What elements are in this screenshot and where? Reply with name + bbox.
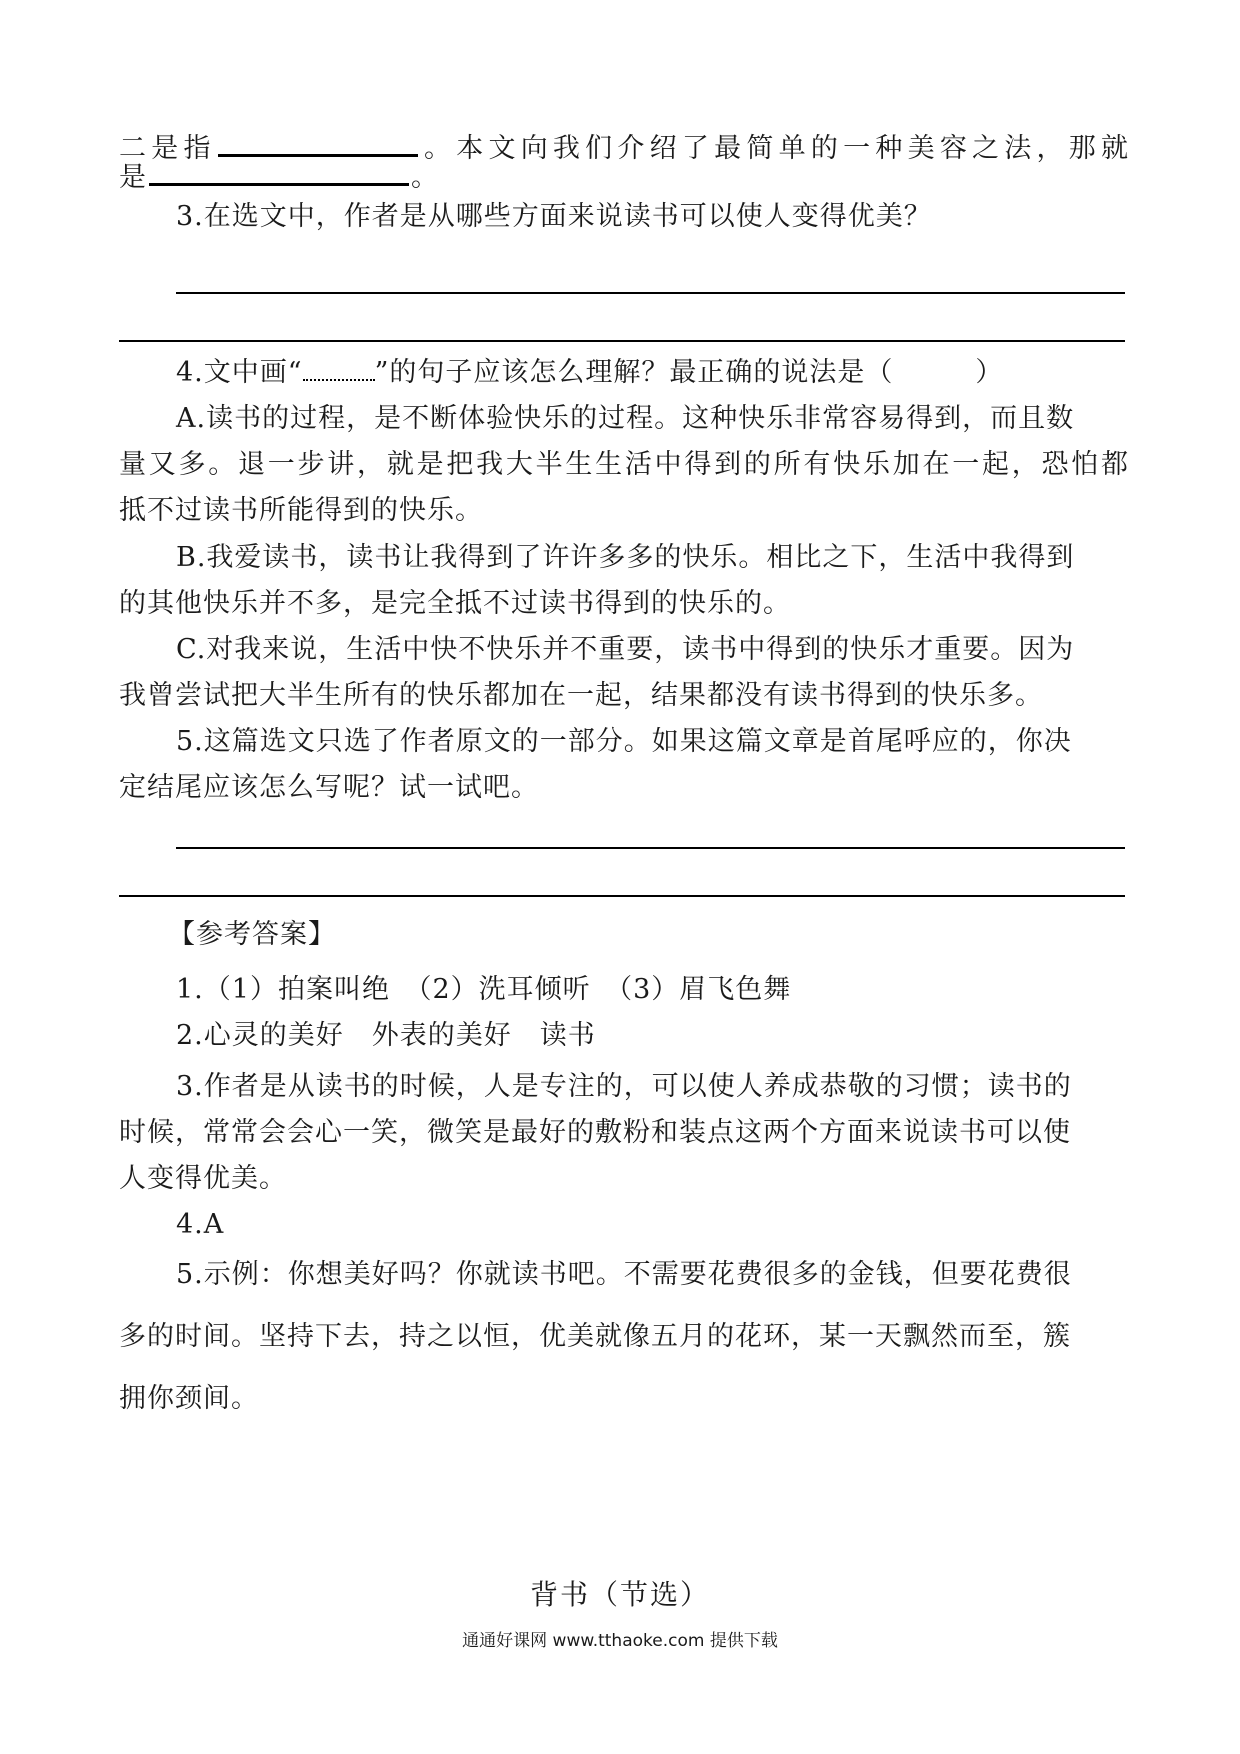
answer-line[interactable] xyxy=(119,895,1125,897)
q2-line2-pre: 是 xyxy=(119,162,147,193)
q4-stem-pre: 4.文中画“ xyxy=(176,357,303,388)
answer-5-line-1: 5.示例：你想美好吗？你就读书吧。不需要花费很多的金钱，但要花费很 xyxy=(176,1259,1072,1290)
q5-line-2: 定结尾应该怎么写呢？试一试吧。 xyxy=(119,772,539,803)
q2-line1-post: 。本文向我们介绍了最简单的一种美容之法，那就 xyxy=(419,133,1130,164)
q4-stem-post: ”的句子应该怎么理解？最正确的说法是（ xyxy=(374,357,894,388)
answer-1: 1.（1）拍案叫绝 （2）洗耳倾听 （3）眉飞色舞 xyxy=(176,974,792,1005)
q4-stem xyxy=(176,356,1003,390)
answer-blank[interactable] xyxy=(218,128,418,157)
q4-option-a-line-2: 量又多。退一步讲，就是把我大半生生活中得到的所有快乐加在一起，恐怕都 xyxy=(119,449,1129,480)
answer-line[interactable] xyxy=(176,292,1125,294)
answer-line[interactable] xyxy=(176,847,1125,849)
answers-heading: 【参考答案】 xyxy=(168,919,336,950)
page-footer: 通通好课网 www.tthaoke.com 提供下载 xyxy=(462,1631,778,1651)
q4-option-b-line-1: B.我爱读书，读书让我得到了许许多多的快乐。相比之下，生活中我得到 xyxy=(176,542,1075,573)
answer-line[interactable] xyxy=(119,340,1125,342)
q2-line1-pre: 二是指 xyxy=(119,133,216,164)
q4-option-c-line-2: 我曾尝试把大半生所有的快乐都加在一起，结果都没有读书得到的快乐多。 xyxy=(119,680,1043,711)
q5-line-1: 5.这篇选文只选了作者原文的一部分。如果这篇文章是首尾呼应的，你决 xyxy=(176,726,1072,757)
answer-2: 2.心灵的美好 外表的美好 读书 xyxy=(176,1020,596,1051)
answer-5-line-2: 多的时间。坚持下去，持之以恒，优美就像五月的花环，某一天飘然而至，簇 xyxy=(119,1321,1071,1352)
answer-5-line-3: 拥你颈间。 xyxy=(119,1383,259,1414)
q2-line-2 xyxy=(119,157,439,195)
answer-blank[interactable] xyxy=(149,157,409,186)
answer-4: 4.A xyxy=(176,1209,225,1240)
answer-3-line-2: 时候，常常会会心一笑，微笑是最好的敷粉和装点这两个方面来说读书可以使 xyxy=(119,1117,1071,1148)
q3-question: 3.在选文中，作者是从哪些方面来说读书可以使人变得优美？ xyxy=(176,201,932,232)
q4-option-c-line-1: C.对我来说，生活中快不快乐并不重要，读书中得到的快乐才重要。因为 xyxy=(176,634,1075,665)
q4-option-b-line-2: 的其他快乐并不多，是完全抵不过读书得到的快乐的。 xyxy=(119,588,791,619)
q2-line2-post: 。 xyxy=(411,162,439,193)
answer-3-line-1: 3.作者是从读书的时候，人是专注的，可以使人养成恭敬的习惯；读书的 xyxy=(176,1071,1072,1102)
q4-stem-close: ） xyxy=(975,357,1004,388)
q4-option-a-line-3: 抵不过读书所能得到的快乐。 xyxy=(119,495,483,526)
next-section-title: 背书（节选） xyxy=(529,1578,710,1611)
q4-option-a-line-1: A.读书的过程，是不断体验快乐的过程。这种快乐非常容易得到，而且数 xyxy=(176,403,1075,434)
answer-3-line-3: 人变得优美。 xyxy=(119,1163,287,1194)
wavy-underline-mark xyxy=(303,359,375,381)
